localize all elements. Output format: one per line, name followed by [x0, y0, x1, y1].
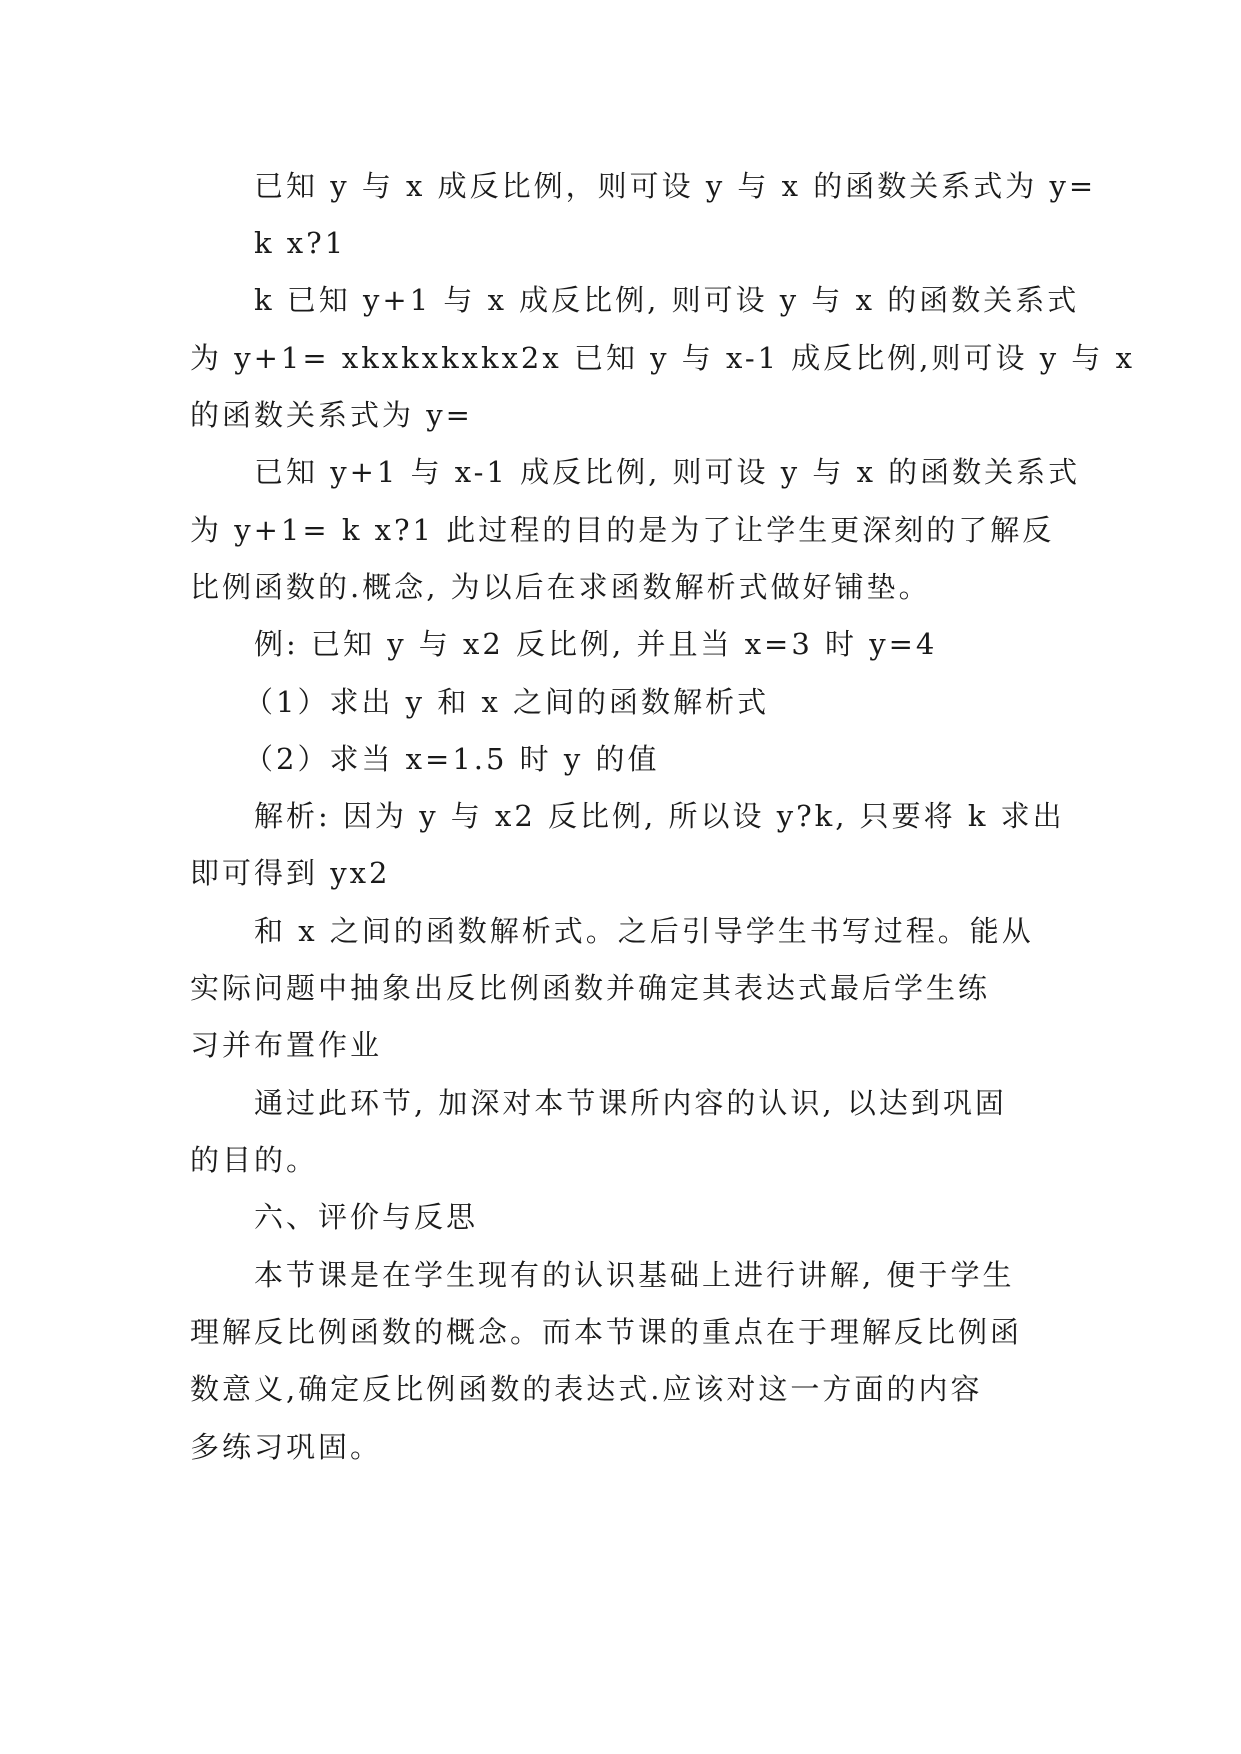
text-line: 为 y+1= k x?1 此过程的目的是为了让学生更深刻的了解反	[190, 513, 1055, 547]
text-line: 已知 y+1 与 x-1 成反比例, 则可设 y 与 x 的函数关系式	[254, 455, 1081, 489]
text-line: 多练习巩固。	[190, 1430, 383, 1464]
text-line: 为 y+1= xkxkxkxkx2x 已知 y 与 x-1 成反比例,则可设 y 与 x	[190, 341, 1135, 375]
text-line: 和 x 之间的函数解析式。之后引导学生书写过程。能从	[254, 914, 1034, 948]
text-line: k x?1	[254, 226, 347, 260]
text-line: 理解反比例函数的概念。而本节课的重点在于理解反比例函	[190, 1315, 1023, 1349]
text-line: 的目的。	[190, 1143, 319, 1177]
text-line: 解析: 因为 y 与 x2 反比例, 所以设 y?k, 只要将 k 求出	[254, 799, 1065, 833]
text-line: （2）求当 x=1.5 时 y 的值	[244, 742, 660, 776]
text-line: 已知 y 与 x 成反比例，则可设 y 与 x 的函数关系式为 y=	[254, 169, 1097, 203]
text-line: （1）求出 y 和 x 之间的函数解析式	[244, 685, 770, 719]
text-line: 比例函数的.概念, 为以后在求函数解析式做好铺垫。	[190, 570, 931, 604]
text-line: 数意义,确定反比例函数的表达式.应该对这一方面的内容	[190, 1372, 983, 1406]
text-line: 习并布置作业	[190, 1028, 383, 1062]
text-line: 实际问题中抽象出反比例函数并确定其表达式最后学生练	[190, 971, 991, 1005]
text-line: k 已知 y+1 与 x 成反比例, 则可设 y 与 x 的函数关系式	[254, 283, 1080, 317]
text-line: 本节课是在学生现有的认识基础上进行讲解, 便于学生	[254, 1258, 1015, 1292]
section-heading: 六、评价与反思	[254, 1200, 479, 1234]
text-line: 例: 已知 y 与 x2 反比例, 并且当 x=3 时 y=4	[254, 627, 938, 661]
text-line: 即可得到 yx2	[190, 856, 391, 890]
text-line: 通过此环节, 加深对本节课所内容的认识, 以达到巩固	[254, 1086, 1007, 1120]
text-line: 的函数关系式为 y=	[190, 398, 473, 432]
